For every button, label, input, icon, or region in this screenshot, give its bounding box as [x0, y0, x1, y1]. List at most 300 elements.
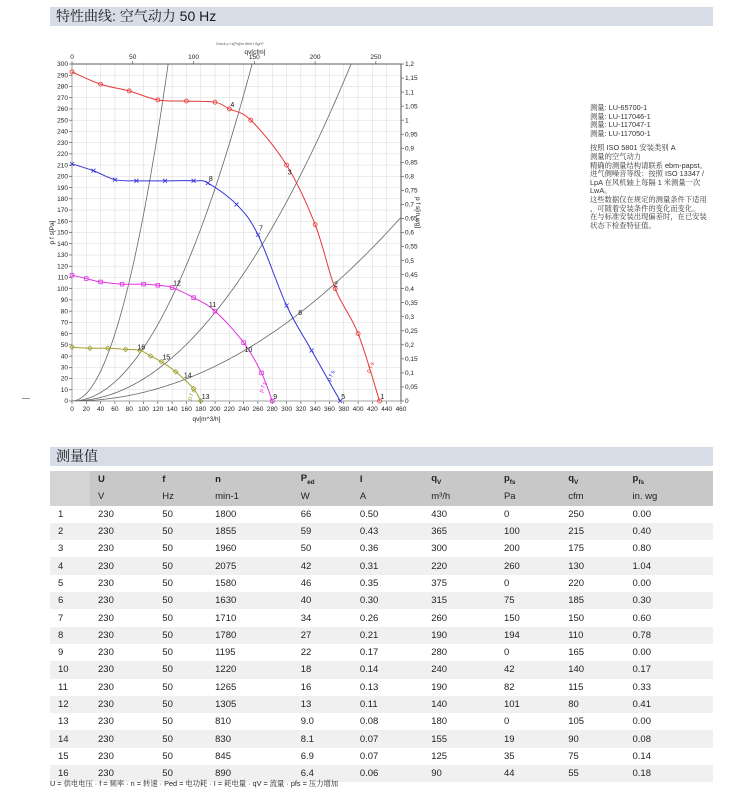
table-cell: 4: [50, 557, 90, 574]
table-cell: 6.4: [293, 765, 352, 782]
description-line: ，可随着安装条件的变化而变化。: [590, 203, 700, 213]
x-tick-label: 140: [166, 406, 178, 413]
curve-label: p f s: [258, 380, 269, 394]
table-cell: 50: [154, 523, 207, 540]
table-cell: 50: [154, 506, 207, 523]
table-cell: 75: [560, 748, 624, 765]
table-row: [50, 540, 713, 557]
y2-tick-label: 1: [405, 117, 409, 125]
y-tick-label: 100: [57, 285, 68, 293]
table-cell: 140: [560, 661, 624, 678]
table-cell: 0.26: [352, 609, 423, 626]
x-tick-label: 100: [138, 406, 149, 413]
y-tick-label: 0: [64, 398, 68, 406]
table-cell: 0.07: [352, 748, 423, 765]
table-cell: 0.08: [625, 730, 714, 747]
table-cell: 230: [90, 627, 154, 644]
table-cell: 50: [154, 661, 207, 678]
operating-point-label: 12: [173, 280, 181, 288]
header-cell: $q_V$: [560, 471, 624, 488]
table-cell: 230: [90, 696, 154, 713]
table-cell: 1780: [207, 627, 293, 644]
table-row: [50, 592, 713, 609]
table-cell: 1580: [207, 575, 293, 592]
x-tick-label: 320: [295, 406, 307, 413]
table-cell: 1960: [207, 540, 293, 557]
operating-point-label: 11: [208, 301, 217, 309]
x-tick-label: 0: [70, 406, 74, 413]
header-cell: n: [207, 471, 293, 488]
x-tick-label: 60: [111, 406, 119, 413]
y-tick-label: 140: [57, 240, 68, 248]
measurements-title: 测量值: [50, 447, 713, 466]
table-cell: 1265: [207, 679, 293, 696]
table-cell: 100: [496, 523, 560, 540]
footnote: U = 供电电压 · f = 频率 · n = 转速 · Ped = 电功耗 · I = 耗电量 · qV = 流量 · pfs = 压力增加: [50, 779, 339, 788]
y2-tick-label: 0,65: [405, 215, 418, 223]
y2-tick-label: 0,6: [405, 229, 415, 237]
table-cell: 1630: [207, 592, 293, 609]
measurement-line: 测量: LU-117050-1: [590, 128, 651, 138]
header-cell: $q_V$: [423, 471, 496, 488]
x-tick-label: 200: [209, 406, 221, 413]
y2-tick-label: 0,45: [405, 271, 418, 279]
table-cell: 0: [496, 644, 560, 661]
table-cell: 0.18: [625, 765, 714, 782]
y-tick-label: 70: [60, 319, 68, 327]
operating-point-label: 4: [230, 101, 235, 109]
operating-point-label: 6: [298, 309, 303, 317]
table-row: [50, 661, 713, 678]
table-cell: 230: [90, 523, 154, 540]
table-cell: 50: [154, 627, 207, 644]
x-tick-label: 120: [152, 406, 164, 413]
table-cell: 75: [496, 592, 560, 609]
y2-tick-label: 0: [405, 398, 409, 406]
table-cell: 260: [496, 557, 560, 574]
table-cell: 1305: [207, 696, 293, 713]
header-cell: f: [154, 471, 207, 488]
table-cell: 230: [90, 506, 154, 523]
measurement-line: 测量: LU-65700-1: [590, 103, 648, 112]
table-cell: 0.14: [352, 661, 423, 678]
curve-label: p f s: [365, 361, 377, 375]
unit-cell: m³/h: [423, 488, 496, 505]
table-cell: 115: [560, 679, 624, 696]
divider-mark: [22, 398, 30, 399]
x-tick-label: 220: [223, 406, 235, 413]
description-line: 按照 ISO 5801 安装类别 A: [590, 143, 676, 153]
y2-tick-label: 1,1: [405, 89, 415, 97]
top-tick-label: 0: [70, 54, 74, 61]
y2-tick-label: 1,2: [405, 61, 415, 69]
table-row: [50, 713, 713, 730]
table-row: [50, 575, 713, 592]
description-line: 进气侧噪音等级：按照 ISO 13347 /: [590, 169, 704, 179]
table-cell: 830: [207, 730, 293, 747]
table-cell: 1800: [207, 506, 293, 523]
table-cell: 0.17: [352, 644, 423, 661]
table-cell: 1220: [207, 661, 293, 678]
table-cell: 18: [293, 661, 352, 678]
table-cell: 230: [90, 557, 154, 574]
unit-cell: in. wg: [625, 488, 714, 505]
table-cell: 0.36: [352, 540, 423, 557]
table-cell: 50: [154, 557, 207, 574]
measurement-line: 测量: LU-117046-1: [590, 111, 651, 121]
table-cell: 0.31: [352, 557, 423, 574]
x-tick-label: 380: [338, 406, 350, 413]
table-cell: 35: [496, 748, 560, 765]
table-cell: 0.00: [625, 506, 714, 523]
x-tick-label: 280: [266, 406, 278, 413]
top-tick-label: 100: [188, 54, 199, 61]
unit-cell: V: [90, 488, 154, 505]
description-line: 测量的空气动力: [590, 151, 642, 161]
table-cell: 8.1: [293, 730, 352, 747]
top-note: Druck p f s[Pa]/m Wert f Agrf?: [216, 42, 264, 46]
table-cell: 9: [50, 644, 90, 661]
y-tick-label: 250: [57, 117, 68, 125]
operating-point-label: 8: [208, 176, 213, 184]
table-cell: 190: [423, 627, 496, 644]
table-cell: 185: [560, 592, 624, 609]
table-cell: 6.9: [293, 748, 352, 765]
operating-point-label: 14: [183, 372, 192, 380]
table-cell: 140: [423, 696, 496, 713]
table-cell: 50: [154, 575, 207, 592]
y-tick-label: 240: [57, 128, 68, 136]
table-cell: 890: [207, 765, 293, 782]
table-cell: 0.00: [625, 644, 714, 661]
unit-cell: Pa: [496, 488, 560, 505]
table-cell: 0.00: [625, 713, 714, 730]
table-cell: 15: [50, 748, 90, 765]
table-cell: 220: [423, 557, 496, 574]
curve-label: p f s: [187, 388, 198, 402]
table-row: [50, 748, 713, 765]
y-tick-label: 160: [57, 218, 68, 226]
x-tick-label: 20: [82, 406, 90, 413]
y-tick-label: 270: [57, 94, 68, 102]
x-tick-label: 160: [181, 406, 192, 413]
y2-tick-label: 0,05: [405, 384, 418, 392]
table-cell: 80: [560, 696, 624, 713]
description-line: 在与标准安装出现偏差时，在已安装: [590, 212, 707, 222]
measurement-line: 测量: LU-117047-1: [590, 120, 651, 130]
table-cell: 13: [50, 713, 90, 730]
description-line: 精确的测量结构请联系 ebm-papst。: [590, 160, 707, 170]
header-cell: $p_{fs}$: [625, 471, 714, 488]
x-tick-label: 420: [366, 406, 378, 413]
table-cell: 50: [154, 730, 207, 747]
table-cell: 0.35: [352, 575, 423, 592]
y2-tick-label: 1,15: [405, 75, 418, 83]
operating-point-label: 13: [201, 394, 210, 401]
table-cell: 230: [90, 661, 154, 678]
table-cell: 230: [90, 609, 154, 626]
table-cell: 230: [90, 575, 154, 592]
table-cell: 0.80: [625, 540, 714, 557]
x-tick-label: 240: [238, 406, 250, 413]
table-cell: 1195: [207, 644, 293, 661]
table-cell: 46: [293, 575, 352, 592]
table-row: [50, 506, 713, 523]
table-cell: 845: [207, 748, 293, 765]
y2-axis-label: p f s[in wg]: [414, 196, 421, 229]
table-cell: 1: [50, 506, 90, 523]
table-cell: 175: [560, 540, 624, 557]
table-header-row: [50, 471, 713, 488]
table-cell: 1855: [207, 523, 293, 540]
table-cell: 155: [423, 730, 496, 747]
characteristic-chart: [0, 30, 420, 422]
table-cell: 230: [90, 730, 154, 747]
y-tick-label: 80: [60, 308, 68, 316]
operating-point-label: 9: [273, 394, 278, 401]
y2-tick-label: 0,75: [405, 187, 418, 195]
description-line: 状态下检查特征值。: [590, 220, 656, 230]
table-cell: 66: [293, 506, 352, 523]
table-cell: 190: [423, 679, 496, 696]
table-row: [50, 730, 713, 747]
table-cell: 19: [496, 730, 560, 747]
y2-tick-label: 0,4: [405, 285, 415, 293]
table-cell: 14: [50, 730, 90, 747]
table-cell: 50: [154, 713, 207, 730]
y-tick-label: 50: [60, 342, 68, 350]
y2-tick-label: 1,05: [405, 103, 418, 111]
table-cell: 230: [90, 679, 154, 696]
table-row: [50, 609, 713, 626]
table-row: [50, 627, 713, 644]
y2-tick-label: 0,85: [405, 159, 418, 167]
y-tick-label: 110: [57, 274, 68, 282]
table-cell: 0.30: [352, 592, 423, 609]
table-cell: 50: [154, 765, 207, 782]
table-cell: 50: [154, 748, 207, 765]
y-tick-label: 130: [57, 252, 68, 260]
header-cell: I: [352, 471, 423, 488]
characteristic-curve-title: 特性曲线: 空气动力 50 Hz: [50, 7, 713, 26]
operating-point-label: 7: [258, 225, 263, 233]
table-cell: 0.11: [352, 696, 423, 713]
table-cell: 430: [423, 506, 496, 523]
table-cell: 59: [293, 523, 352, 540]
table-cell: 9.0: [293, 713, 352, 730]
top-axis-label: qv[cfm]: [244, 49, 266, 56]
measurements-table: [50, 471, 713, 782]
table-cell: 0: [496, 506, 560, 523]
table-cell: 2075: [207, 557, 293, 574]
table-cell: 50: [154, 696, 207, 713]
y-tick-label: 90: [60, 297, 68, 305]
table-cell: 6: [50, 592, 90, 609]
description-line: LwA。: [590, 186, 612, 196]
y2-tick-label: 0,7: [405, 201, 415, 209]
y2-tick-label: 0,5: [405, 257, 415, 265]
table-cell: 215: [560, 523, 624, 540]
table-cell: 230: [90, 748, 154, 765]
x-tick-label: 460: [395, 406, 407, 413]
unit-cell: min-1: [207, 488, 293, 505]
table-cell: 180: [423, 713, 496, 730]
table-cell: 7: [50, 609, 90, 626]
table-cell: 240: [423, 661, 496, 678]
table-cell: 0.30: [625, 592, 714, 609]
table-cell: 42: [293, 557, 352, 574]
table-cell: 3: [50, 540, 90, 557]
description-line: 这些数据仅在规定的测量条件下适用: [590, 194, 707, 204]
unit-cell: W: [293, 488, 352, 505]
operating-point-label: 1: [380, 394, 385, 401]
table-cell: 130: [560, 557, 624, 574]
table-cell: 16: [50, 765, 90, 782]
table-cell: 110: [560, 627, 624, 644]
unit-cell: A: [352, 488, 423, 505]
y-tick-label: 10: [60, 386, 68, 394]
table-cell: 0: [496, 575, 560, 592]
x-tick-label: 360: [324, 406, 335, 413]
y-tick-label: 60: [60, 330, 68, 338]
table-units-row: [50, 488, 713, 505]
x-tick-label: 40: [96, 406, 105, 413]
x-axis-label: qv[m^3/h]: [192, 416, 221, 423]
chart-notes: [590, 104, 714, 230]
y-tick-label: 200: [57, 173, 68, 181]
table-cell: 375: [423, 575, 496, 592]
y-tick-label: 150: [57, 229, 68, 237]
description-line: LpA 在风机轴上每隔 1 米测量一次: [590, 177, 701, 187]
table-cell: 0.13: [352, 679, 423, 696]
table-cell: 1710: [207, 609, 293, 626]
table-cell: 1.04: [625, 557, 714, 574]
x-tick-label: 260: [252, 406, 264, 413]
table-cell: 8: [50, 627, 90, 644]
table-cell: 280: [423, 644, 496, 661]
table-cell: 365: [423, 523, 496, 540]
table-cell: 194: [496, 627, 560, 644]
unit-cell: Hz: [154, 488, 207, 505]
y-tick-label: 220: [57, 151, 68, 159]
table-cell: 50: [154, 679, 207, 696]
table-cell: 12: [50, 696, 90, 713]
table-cell: 0.50: [352, 506, 423, 523]
table-cell: 230: [90, 592, 154, 609]
x-tick-label: 300: [281, 406, 292, 413]
table-row: [50, 557, 713, 574]
operating-point-label: 16: [137, 344, 146, 352]
table-cell: 50: [154, 592, 207, 609]
y2-tick-label: 0,15: [405, 356, 418, 364]
table-cell: 0.41: [625, 696, 714, 713]
table-cell: 50: [154, 609, 207, 626]
table-cell: 125: [423, 748, 496, 765]
y2-tick-label: 0,55: [405, 243, 418, 251]
x-tick-label: 180: [195, 406, 207, 413]
table-cell: 42: [496, 661, 560, 678]
table-cell: 10: [50, 661, 90, 678]
y2-tick-label: 0,8: [405, 173, 415, 181]
curve-label: p f s: [326, 369, 337, 383]
table-cell: 165: [560, 644, 624, 661]
table-cell: 0.78: [625, 627, 714, 644]
y-tick-label: 280: [57, 83, 68, 91]
table-cell: 22: [293, 644, 352, 661]
operating-point-label: 15: [162, 354, 171, 362]
table-cell: 0.40: [625, 523, 714, 540]
table-cell: 0.07: [352, 730, 423, 747]
table-cell: 0.43: [352, 523, 423, 540]
y-tick-label: 290: [57, 72, 68, 80]
table-cell: 11: [50, 679, 90, 696]
y-tick-label: 120: [57, 263, 68, 271]
table-row: [50, 644, 713, 661]
table-cell: 101: [496, 696, 560, 713]
table-cell: 82: [496, 679, 560, 696]
operating-point-label: 3: [287, 169, 292, 177]
top-tick-label: 200: [309, 54, 321, 61]
y2-tick-label: 0,9: [405, 145, 415, 153]
y2-tick-label: 0,3: [405, 313, 415, 321]
table-cell: 0: [496, 713, 560, 730]
table-cell: 50: [154, 644, 207, 661]
top-tick-label: 50: [129, 54, 137, 61]
table-cell: 90: [423, 765, 496, 782]
table-cell: 150: [560, 609, 624, 626]
table-cell: 150: [496, 609, 560, 626]
table-cell: 27: [293, 627, 352, 644]
table-cell: 810: [207, 713, 293, 730]
table-cell: 34: [293, 609, 352, 626]
table-cell: 230: [90, 644, 154, 661]
table-cell: 0.33: [625, 679, 714, 696]
y2-tick-label: 0,2: [405, 342, 415, 350]
table-cell: 230: [90, 765, 154, 782]
operating-point-label: 5: [341, 394, 346, 401]
top-tick-label: 250: [370, 54, 382, 61]
table-cell: 0.60: [625, 609, 714, 626]
y2-tick-label: 0,35: [405, 299, 418, 307]
table-cell: 0.14: [625, 748, 714, 765]
y2-tick-label: 0,95: [405, 131, 418, 139]
table-cell: 0.06: [352, 765, 423, 782]
header-cell: [50, 471, 90, 488]
table-cell: 220: [560, 575, 624, 592]
x-tick-label: 80: [125, 406, 133, 413]
y-tick-label: 300: [57, 61, 68, 69]
table-cell: 90: [560, 730, 624, 747]
x-tick-label: 440: [381, 406, 393, 413]
table-cell: 55: [560, 765, 624, 782]
table-cell: 230: [90, 540, 154, 557]
header-cell: $P_{ed}$: [293, 471, 352, 488]
header-cell: U: [90, 471, 154, 488]
table-cell: 16: [293, 679, 352, 696]
y-tick-label: 210: [57, 162, 68, 170]
table-row: [50, 679, 713, 696]
table-cell: 0.08: [352, 713, 423, 730]
table-cell: 200: [496, 540, 560, 557]
table-cell: 260: [423, 609, 496, 626]
table-cell: 40: [293, 592, 352, 609]
y-tick-label: 180: [57, 196, 68, 203]
table-cell: 0.00: [625, 575, 714, 592]
operating-point-label: 2: [334, 281, 338, 289]
top-tick-label: 150: [248, 54, 260, 61]
operating-point-label: 10: [244, 346, 253, 354]
x-tick-label: 340: [309, 406, 321, 413]
